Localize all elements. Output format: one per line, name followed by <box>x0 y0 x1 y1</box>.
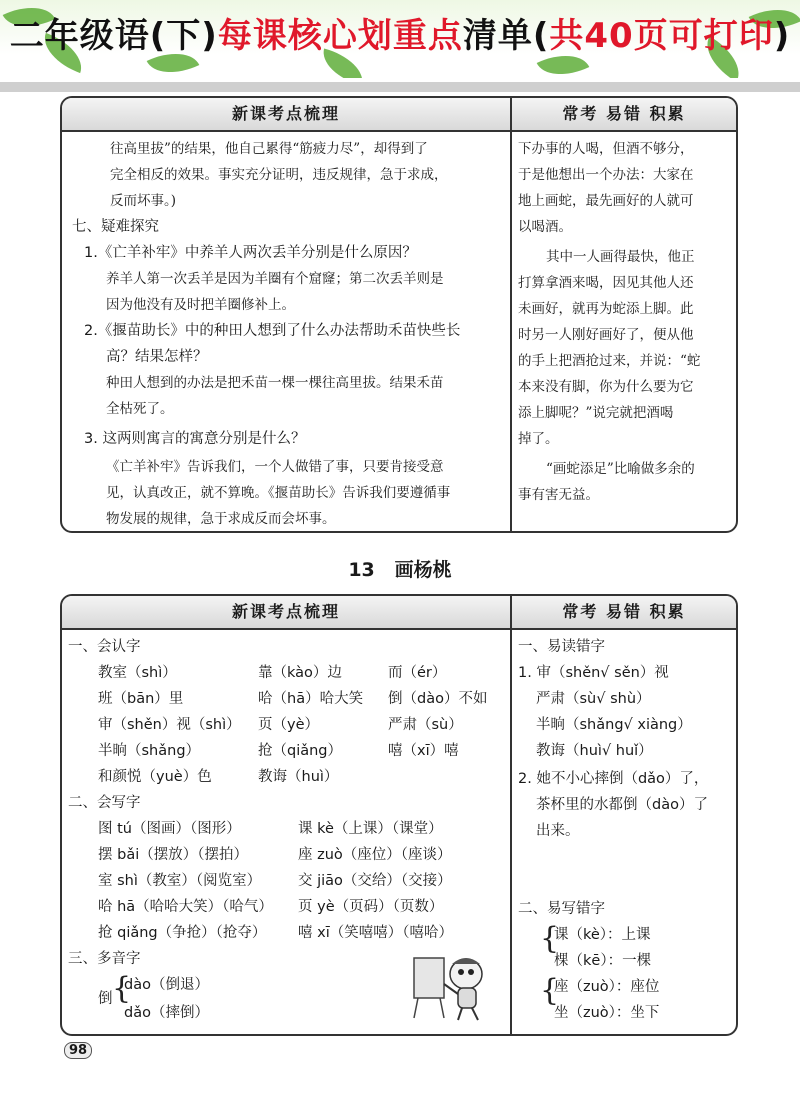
pinyin-item: 嘻（xī）嘻 <box>388 743 459 759</box>
page-number: 98 <box>64 1042 92 1059</box>
title-part: ) <box>773 16 791 56</box>
pinyin-item: 教室（shì） <box>98 665 177 681</box>
header-banner <box>0 0 800 78</box>
mascot-leg <box>458 1008 462 1020</box>
mascot-leg <box>472 1008 478 1020</box>
section-heading: 一、易读错字 <box>518 639 605 655</box>
answer-line: 种田人想到的办法是把禾苗一棵一棵往高里拔。结果禾苗 <box>106 375 444 391</box>
write-item: 课 kè（上课）（课堂） <box>298 821 443 837</box>
write-item: 座 zuò（座位）（座谈） <box>298 847 452 863</box>
header-divider <box>0 82 800 92</box>
story-line: 其中一人画得最快，他正 <box>546 249 695 265</box>
title-part: 每课核心划重点 <box>217 16 463 56</box>
miswritten-item: 课（kè）：上课 <box>554 927 651 943</box>
right-column-header: 常考 易错 积累 <box>562 602 686 621</box>
text-line: 完全相反的效果。事实充分证明，违反规律，急于求成， <box>110 167 448 183</box>
story-line: 的手上把酒抢过来，并说：“蛇 <box>518 353 701 369</box>
title-part: (下) <box>149 16 218 56</box>
notes-panel-2 <box>60 594 738 1036</box>
question: 高？结果怎样？ <box>106 349 208 365</box>
pinyin-item: 班（bān）里 <box>98 691 184 707</box>
answer-line: 物发展的规律，急于求成反而会坏事。 <box>106 511 336 527</box>
easel-leg <box>414 998 418 1018</box>
pinyin-item: 靠（kào）边 <box>258 665 342 681</box>
panel-header <box>62 98 736 132</box>
column-divider <box>510 98 512 531</box>
text-line: 往高里拔”的结果，他自己累得“筋疲力尽”，却得到了 <box>110 141 428 157</box>
misread-item: 教诲（huì√ huǐ） <box>536 743 653 759</box>
write-item: 页 yè（页码）（页数） <box>298 899 444 915</box>
write-item: 嘻 xī（笑嘻嘻）（嘻哈） <box>298 925 453 941</box>
pinyin-item: 审（shěn）视（shì） <box>98 717 241 733</box>
mascot-eye <box>468 969 474 975</box>
story-line: 于是他想出一个办法：大家在 <box>518 167 694 183</box>
misread-item: 出来。 <box>536 823 580 839</box>
section-heading: 二、会写字 <box>68 795 141 811</box>
brace-icon: { <box>540 921 560 956</box>
pinyin-item: 哈（hā）哈大笑 <box>258 691 364 707</box>
write-item: 摆 bǎi（摆放）（摆拍） <box>98 847 248 863</box>
lesson-number: 13 <box>348 559 375 581</box>
pinyin-item: 页（yè） <box>258 717 320 733</box>
write-item: 抢 qiǎng（争抢）（抢夺） <box>98 925 267 941</box>
page-title <box>0 8 800 57</box>
panel-header <box>62 596 736 630</box>
story-line: 下办事的人喝，但酒不够分， <box>518 141 694 157</box>
story-line: 掉了。 <box>518 431 559 447</box>
answer-line: 见，认真改正，就不算晚。《揠苗助长》告诉我们要遵循事 <box>106 485 451 501</box>
mascot-eye <box>458 969 464 975</box>
write-item: 哈 hā（哈哈大笑）（哈气） <box>98 899 273 915</box>
section-heading: 二、易写错字 <box>518 901 605 917</box>
story-line: 地上画蛇，最先画好的人就可 <box>518 193 694 209</box>
pinyin-item: 和颜悦（yuè）色 <box>98 769 212 785</box>
section-heading: 三、多音字 <box>68 951 141 967</box>
brace-icon: { <box>540 973 560 1008</box>
misread-item: 茶杯里的水都倒（dào）了 <box>536 797 708 813</box>
title-part: 共40页可打印 <box>549 16 774 56</box>
lesson-title <box>0 555 800 582</box>
title-part: 清单 <box>462 16 533 56</box>
left-column-header: 新课考点梳理 <box>231 602 340 621</box>
mascot-hair <box>452 958 480 964</box>
miswritten-item: 棵（kē）：一棵 <box>554 953 652 969</box>
pinyin-item: 倒（dào）不如 <box>388 691 488 707</box>
lesson-name: 画杨桃 <box>394 559 452 581</box>
notes-panel-1 <box>60 96 738 533</box>
answer-line: 因为他没有及时把羊圈修补上。 <box>106 297 295 313</box>
pinyin-item: 半晌（shǎng） <box>98 743 201 759</box>
misread-item: 2. 她不小心摔倒（dǎo）了， <box>518 771 709 787</box>
misread-item: 严肃（sù√ shù） <box>536 691 651 707</box>
pinyin-item: 教诲（huì） <box>258 769 339 785</box>
story-line: 未画好，就再为蛇添上脚。此 <box>518 301 694 317</box>
left-column-header: 新课考点梳理 <box>231 104 340 123</box>
cartoon-mascot-illustration <box>408 950 498 1022</box>
question: 2.《揠苗助长》中的种田人想到了什么办法帮助禾苗快些长 <box>84 323 461 339</box>
story-line: “画蛇添足”比喻做多余的 <box>546 461 695 477</box>
answer-line: 养羊人第一次丢羊是因为羊圈有个窟窿；第二次丢羊则是 <box>106 271 444 287</box>
polyphone-char: 倒 <box>98 991 113 1007</box>
pinyin-item: 而（ér） <box>388 665 447 681</box>
story-line: 事有害无益。 <box>518 487 599 503</box>
question: 3. 这两则寓言的寓意分别是什么？ <box>84 431 306 447</box>
story-line: 时另一人刚好画好了，便从他 <box>518 327 694 343</box>
miswritten-item: 座（zuò）：座位 <box>554 979 660 995</box>
polyphone-reading: dào（倒退） <box>124 977 209 993</box>
story-line: 本来没有脚，你为什么要为它 <box>518 379 694 395</box>
column-divider <box>510 596 512 1034</box>
question: 1.《亡羊补牢》中养羊人两次丢羊分别是什么原因？ <box>84 245 417 261</box>
write-item: 交 jiāo（交给）（交接） <box>298 873 452 889</box>
polyphone-reading: dǎo（摔倒） <box>124 1005 209 1021</box>
misread-item: 1. 审（shěn√ sěn）视 <box>518 665 669 681</box>
section-heading: 七、疑难探究 <box>72 219 159 235</box>
write-item: 室 shì（教室）（阅览室） <box>98 873 262 889</box>
answer-line: 《亡羊补牢》告诉我们，一个人做错了事，只要肯接受意 <box>106 459 444 475</box>
write-item: 图 tú（图画）（图形） <box>98 821 241 837</box>
story-line: 打算拿酒来喝，因见其他人还 <box>518 275 694 291</box>
misread-item: 半晌（shǎng√ xiàng） <box>536 717 692 733</box>
title-part: 二年级语 <box>9 16 150 56</box>
answer-line: 全枯死了。 <box>106 401 174 417</box>
easel-leg <box>440 998 444 1018</box>
right-column-header: 常考 易错 积累 <box>562 104 686 123</box>
pinyin-item: 严肃（sù） <box>388 717 463 733</box>
easel-board <box>414 958 444 998</box>
mascot-body <box>458 988 476 1008</box>
miswritten-item: 坐（zuò）：坐下 <box>554 1005 660 1021</box>
pinyin-item: 抢（qiǎng） <box>258 743 343 759</box>
section-heading: 一、会认字 <box>68 639 141 655</box>
title-part: ( <box>532 16 550 56</box>
text-line: 反而坏事。) <box>110 193 177 209</box>
brace-icon: { <box>112 971 132 1006</box>
story-line: 以喝酒。 <box>518 219 572 235</box>
story-line: 添上脚呢？”说完就把酒喝 <box>518 405 674 421</box>
